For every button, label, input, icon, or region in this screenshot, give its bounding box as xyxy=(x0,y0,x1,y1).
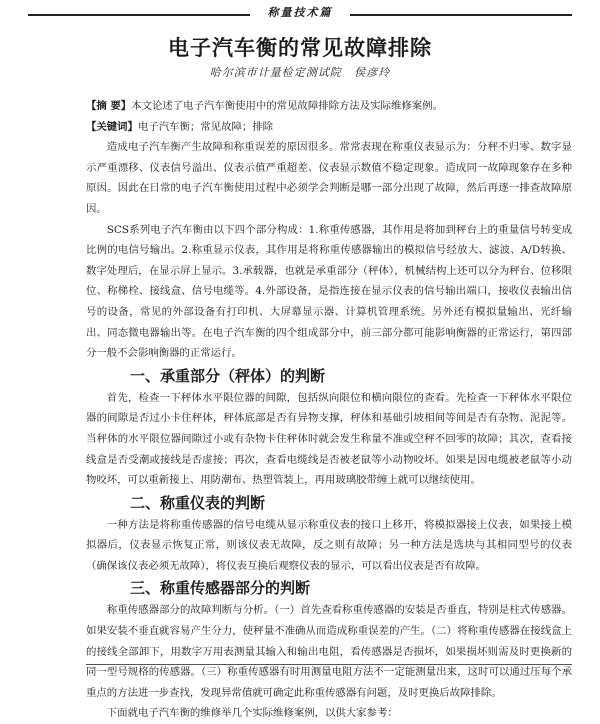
running-header xyxy=(28,4,572,22)
section-body-3: 称重传感器部分的故障判断与分析。（一）首先查看称重传感器的安装是否垂直，特别是柱式传感器。如果安装不垂直就容易产生分力，使秤量不准确从而造成称重误差的产生。（二）将称重传感器在接线盒上的接线全部卸下，用数字万用表测量其输入和输出电阻，看传感器是否损坏，如果损坏则需及时更换新的同一型号规格的传感器。（三）称重传感器有时用测量电阻方法不一定能测量出来，这时可以通过压每个承重点的方法进一步查找，发现异常值就可确定此称重传感器有问题，及时更换后故障排除。 xyxy=(86,604,572,699)
header-rule-left xyxy=(28,14,250,16)
byline xyxy=(0,64,600,80)
running-header-label: 称量技术篇 xyxy=(267,6,333,19)
section-body-1: 首先，检查一下秤体水平限位器的间隙，包括纵向限位和横向限位的查看。先检查一下秤体水平限位器的间隙是否过小卡住秤体，秤体底部是否有异物支撑，秤体和基础引坡相间等间是否有杂物、泥泥等。当秤体的水平限位器间隙过小或有杂物卡住秤体时就会发生称量不准或空秤不回零的故障；其次，查看接线盒是否受潮或接线是否虚接；再次，查看电缆线是否被老鼠等小动物咬坏。如果是因电缆被老鼠等小动物咬坏，可以重新接上、用防潮布、热塑管装上，再用玻璃胶带缠上就可以继续使用。 xyxy=(86,391,572,487)
article-title: 电子汽车衡的常见故障排除 xyxy=(168,35,432,60)
keywords-text: 电子汽车衡；常见故障；排除 xyxy=(137,120,274,133)
section-heading-2: 二、称重仪表的判断 xyxy=(130,493,266,512)
author-name: 侯彦玲 xyxy=(354,66,391,79)
header-rule-right xyxy=(350,14,572,16)
keywords xyxy=(86,117,572,138)
author-affiliation: 哈尔滨市计量检定测试院 xyxy=(209,66,342,79)
keywords-label: 【关键词】 xyxy=(86,120,138,133)
section-heading-3: 三、称重传感器部分的判断 xyxy=(130,579,311,598)
intro-paragraph-1: 造成电子汽车衡产生故障和称重误差的原因很多。常常表现在称重仪表显示为：分秤不归零、数字显示严重漂移、仪表信号溢出、仪表示值严重超差、仪表显示数值不稳定现象。造成同一故障现象存在多种原因。因此在日常的电子汽车衡使用过程中必须学会判断是哪一部分出现了故障，然后再逐一排查故障原因。 xyxy=(86,141,572,215)
section-heading-1: 一、承重部分（秤体）的判断 xyxy=(130,366,326,385)
article-body xyxy=(86,96,572,724)
section-body-2: 一种方法是将称重传感器的信号电缆从显示称重仪表的接口上移开，将模拟器接上仪表，如果接上模拟器后，仪表显示恢复正常，则该仪表无故障，反之则有故障；另一种方法是选块与其相同型号的仪表（确保该仪表必须无故障），将仪表互换后观察仪表的显示，可以看出仪表是否有故障。 xyxy=(86,518,572,572)
footer-rule xyxy=(86,664,572,665)
abstract-text: 本文论述了电子汽车衡使用中的常见故障排除方法及实际维修案例。 xyxy=(131,100,443,112)
abstract-label: 【摘 要】 xyxy=(86,100,132,112)
abstract xyxy=(86,96,572,117)
intro-paragraph-2: SCS系列电子汽车衡由以下四个部分构成：1.称重传感器，其作用是将加到秤台上的重量信号转变成比例的电信号输出。2.称重显示仪表，其作用是将称重传感器输出的模拟信号经放大、滤波、A/D转换、数字处理后，在显示屏上显示。3.承载器，也就是承重部分（秤体），机械结构上还可以分为秤台、位移限位、称梯栓、接线盒、信号电缆等。4.外部设备，是指连接在显示仪表的信号输出端口，接收仪表输出信号的设备，常见的外部设备有打印机、大屏幕显示器、计算机管理系统。另外还有模拟量输出、光纤输出、同态微电器输出等。在电子汽车衡的四个组成部分中，前三部分都可能影响衡器的正常运行，第四部分一般不会影响衡器的正常运行。 xyxy=(86,223,572,360)
closing-paragraph: 下面就电子汽车衡的维修举几个实际维修案例，以供大家参考： xyxy=(106,707,398,720)
